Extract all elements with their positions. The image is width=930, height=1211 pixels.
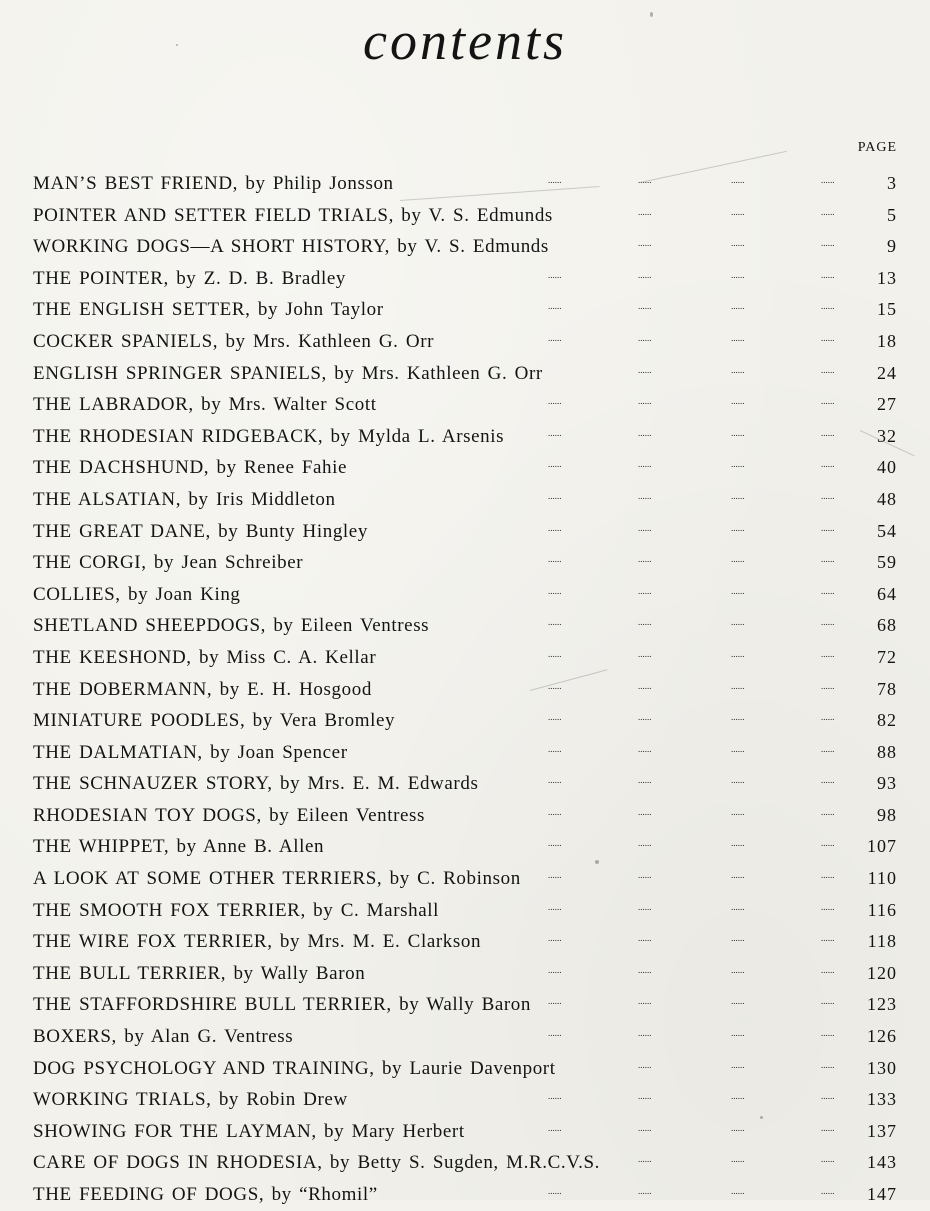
dot-leader: ......: [821, 396, 835, 407]
dot-leader: ......: [638, 806, 652, 817]
dot-leader: ......: [731, 585, 745, 596]
dot-leader: ......: [821, 238, 835, 249]
dot-leader: ......: [731, 806, 745, 817]
dot-leader: ......: [548, 1122, 562, 1133]
toc-entry: [33, 610, 897, 642]
toc-entry-page: 27: [877, 394, 897, 415]
toc-entry-page: 64: [877, 583, 897, 604]
toc-entry: [33, 326, 897, 358]
dot-leader: ......: [548, 554, 562, 565]
dot-leader: ......: [821, 1091, 835, 1102]
dot-leader: ......: [731, 680, 745, 691]
toc-entry-page: 147: [867, 1184, 897, 1204]
toc-entry-page: 15: [877, 299, 897, 320]
toc-entry-page: 24: [877, 362, 897, 383]
dot-leader: ......: [548, 175, 562, 185]
dot-leader: ......: [821, 933, 835, 944]
dot-leader: ......: [548, 870, 562, 881]
toc-entry-page: 116: [867, 899, 897, 920]
dot-leader: ......: [821, 964, 835, 975]
toc-entry: [33, 831, 897, 863]
dot-leader: ......: [548, 743, 562, 754]
dot-leader: ......: [638, 301, 652, 312]
toc-entry-title: MINIATURE POODLES, by Vera Bromley: [33, 710, 396, 732]
dot-leader: ......: [638, 838, 652, 849]
dot-leader: ......: [821, 806, 835, 817]
dot-leader: ......: [548, 396, 562, 407]
toc-entry: [33, 358, 897, 390]
dot-leader: ......: [548, 617, 562, 628]
toc-entry-title: THE STAFFORDSHIRE BULL TERRIER, by Wally Baron: [33, 994, 532, 1016]
dot-leader: ......: [638, 427, 652, 438]
dot-leader: ......: [638, 964, 652, 975]
dot-leader: ......: [821, 459, 835, 470]
dot-leader: ......: [731, 238, 745, 249]
dot-leader: ......: [821, 617, 835, 628]
toc-entry-page: 143: [867, 1152, 897, 1173]
toc-entry-title: THE DOBERMANN, by E. H. Hosgood: [33, 678, 372, 700]
dot-leader: ......: [638, 364, 652, 375]
toc-entry-page: 118: [867, 931, 897, 952]
dot-leader: ......: [548, 838, 562, 849]
toc-entry: [33, 895, 897, 927]
toc-entry: [33, 421, 897, 453]
dot-leader: ......: [731, 1091, 745, 1102]
toc-entry: [33, 484, 897, 516]
dot-leader: ......: [548, 427, 562, 438]
dot-leader: ......: [638, 238, 652, 249]
toc-entry-title: MAN’S BEST FRIEND, by Philip Jonsson: [33, 173, 394, 194]
dot-leader: ......: [731, 175, 745, 185]
dot-leader: ......: [638, 712, 652, 723]
toc-entry-page: 72: [877, 646, 897, 667]
toc-entry-title: WORKING DOGS—A SHORT HISTORY, by V. S. Edmunds: [33, 236, 549, 258]
dot-leader: ......: [638, 522, 652, 533]
toc-entry-page: 120: [867, 962, 897, 983]
toc-entry: [33, 200, 897, 232]
dot-leader: ......: [731, 775, 745, 786]
toc-entry: [33, 674, 897, 706]
dot-leader: ......: [731, 743, 745, 754]
dot-leader: ......: [638, 459, 652, 470]
toc-entry-title: THE GREAT DANE, by Bunty Hingley: [33, 520, 368, 542]
dot-leader: ......: [548, 964, 562, 975]
toc-entry: [33, 1116, 897, 1148]
dot-leader: ......: [548, 806, 562, 817]
toc-entry-page: 107: [867, 836, 897, 857]
dot-leader: ......: [731, 269, 745, 280]
dot-leader: ......: [731, 1186, 745, 1196]
dot-leader: ......: [638, 933, 652, 944]
toc-entry-title: THE SMOOTH FOX TERRIER, by C. Marshall: [33, 899, 440, 921]
dot-leader: ......: [638, 775, 652, 786]
dot-leader: ......: [731, 838, 745, 849]
dot-leader: ......: [731, 1154, 745, 1165]
dot-leader: ......: [821, 490, 835, 501]
dot-leader: ......: [638, 1122, 652, 1133]
dot-leader: ......: [821, 1122, 835, 1133]
dot-leader: ......: [638, 175, 652, 185]
toc-entry: [33, 1084, 897, 1116]
toc-entry-page: 88: [877, 741, 897, 762]
toc-entry-title: THE DACHSHUND, by Renee Fahie: [33, 457, 348, 479]
toc-entry-page: 3: [887, 173, 897, 193]
toc-entry: [33, 800, 897, 832]
dot-leader: ......: [821, 206, 835, 217]
dot-leader: ......: [638, 1091, 652, 1102]
dot-leader: ......: [731, 1122, 745, 1133]
toc-entry-page: 54: [877, 520, 897, 541]
dot-leader: ......: [548, 490, 562, 501]
toc-entry: [33, 1053, 897, 1085]
toc-entry: [33, 737, 897, 769]
toc-entry-title: BOXERS, by Alan G. Ventress: [33, 1026, 294, 1048]
toc-entry-title: POINTER AND SETTER FIELD TRIALS, by V. S. Edmunds: [33, 204, 553, 226]
toc-entry-page: 18: [877, 330, 897, 351]
dot-leader: ......: [638, 1186, 652, 1196]
toc-entry: [33, 452, 897, 484]
dot-leader: ......: [821, 996, 835, 1007]
toc-entry-title: WORKING TRIALS, by Robin Drew: [33, 1089, 348, 1111]
dot-leader: ......: [731, 396, 745, 407]
toc-entry-title: THE CORGI, by Jean Schreiber: [33, 552, 304, 574]
dot-leader: ......: [638, 1028, 652, 1039]
toc-entry-title: SHOWING FOR THE LAYMAN, by Mary Herbert: [33, 1120, 465, 1142]
toc-entry: [33, 579, 897, 611]
toc-entry-title: A LOOK AT SOME OTHER TERRIERS, by C. Robinson: [33, 868, 521, 890]
dot-leader: ......: [731, 332, 745, 343]
paper-speck: [176, 44, 178, 46]
toc-entry-title: THE WHIPPET, by Anne B. Allen: [33, 836, 325, 858]
toc-entry-page: 123: [867, 994, 897, 1015]
dot-leader: ......: [731, 617, 745, 628]
dot-leader: ......: [548, 996, 562, 1007]
toc-entry: [33, 863, 897, 895]
dot-leader: ......: [731, 996, 745, 1007]
dot-leader: ......: [821, 870, 835, 881]
toc-entry-page: 78: [877, 678, 897, 699]
toc-entry: [33, 989, 897, 1021]
dot-leader: ......: [638, 648, 652, 659]
toc-entry-title: THE DALMATIAN, by Joan Spencer: [33, 741, 348, 763]
page-title: contents: [363, 11, 567, 71]
dot-leader: ......: [821, 648, 835, 659]
toc-entry-title: THE RHODESIAN RIDGEBACK, by Mylda L. Arsenis: [33, 425, 505, 447]
dot-leader: ......: [638, 1059, 652, 1070]
dot-leader: ......: [821, 775, 835, 786]
toc-entry-page: 93: [877, 773, 897, 794]
toc-entry-page: 98: [877, 804, 897, 825]
toc-entry: [33, 926, 897, 958]
dot-leader: ......: [638, 332, 652, 343]
toc-entry: [33, 516, 897, 548]
dot-leader: ......: [821, 838, 835, 849]
toc-entry-title: COLLIES, by Joan King: [33, 583, 241, 605]
toc-entry: [33, 768, 897, 800]
toc-entry: [33, 958, 897, 990]
toc-entry-title: DOG PSYCHOLOGY AND TRAINING, by Laurie Davenport: [33, 1057, 556, 1079]
page-column-header: PAGE: [857, 140, 897, 155]
toc-entry-title: THE ALSATIAN, by Iris Middleton: [33, 488, 336, 510]
dot-leader: ......: [731, 964, 745, 975]
dot-leader: ......: [638, 901, 652, 912]
toc-entry-page: 82: [877, 710, 897, 731]
dot-leader: ......: [821, 680, 835, 691]
dot-leader: ......: [731, 522, 745, 533]
dot-leader: ......: [731, 364, 745, 375]
toc-entry-title: THE POINTER, by Z. D. B. Bradley: [33, 267, 346, 289]
toc-entry-title: THE WIRE FOX TERRIER, by Mrs. M. E. Clarkson: [33, 931, 482, 953]
toc-entry-page: 40: [877, 457, 897, 478]
dot-leader: ......: [821, 364, 835, 375]
dot-leader: ......: [548, 269, 562, 280]
toc-entry-page: 137: [867, 1120, 897, 1141]
toc-entry: [33, 263, 897, 295]
dot-leader: ......: [548, 301, 562, 312]
dot-leader: ......: [821, 1186, 835, 1196]
dot-leader: ......: [548, 933, 562, 944]
dot-leader: ......: [821, 269, 835, 280]
toc-entry-page: 48: [877, 488, 897, 509]
toc-entry-title: THE KEESHOND, by Miss C. A. Kellar: [33, 646, 377, 668]
dot-leader: ......: [731, 933, 745, 944]
toc-entry-page: 59: [877, 552, 897, 573]
dot-leader: ......: [548, 522, 562, 533]
toc-entry-title: RHODESIAN TOY DOGS, by Eileen Ventress: [33, 804, 426, 826]
paper-speck: [760, 1116, 763, 1119]
dot-leader: ......: [731, 554, 745, 565]
dot-leader: ......: [638, 490, 652, 501]
dot-leader: ......: [548, 1091, 562, 1102]
dot-leader: ......: [731, 712, 745, 723]
dot-leader: ......: [821, 743, 835, 754]
dot-leader: ......: [548, 648, 562, 659]
dot-leader: ......: [731, 490, 745, 501]
paper-speck: [595, 860, 599, 864]
dot-leader: ......: [638, 1154, 652, 1165]
toc-entry: [33, 1179, 897, 1211]
dot-leader: ......: [821, 1028, 835, 1039]
toc-entry-title: COCKER SPANIELS, by Mrs. Kathleen G. Orr: [33, 330, 435, 352]
dot-leader: ......: [548, 680, 562, 691]
toc-entry-page: 133: [867, 1089, 897, 1110]
toc-entry-page: 68: [877, 615, 897, 636]
toc-entry: [33, 389, 897, 421]
paper-speck: [650, 12, 653, 17]
dot-leader: ......: [548, 775, 562, 786]
dot-leader: ......: [548, 585, 562, 596]
toc-entry: [33, 231, 897, 263]
dot-leader: ......: [548, 901, 562, 912]
toc-entry-page: 13: [877, 267, 897, 288]
dot-leader: ......: [638, 996, 652, 1007]
toc-entry-title: THE SCHNAUZER STORY, by Mrs. E. M. Edwards: [33, 773, 479, 795]
toc-entry-page: 5: [887, 204, 897, 225]
dot-leader: ......: [821, 301, 835, 312]
dot-leader: ......: [548, 459, 562, 470]
dot-leader: ......: [821, 332, 835, 343]
dot-leader: ......: [731, 1059, 745, 1070]
dot-leader: ......: [638, 396, 652, 407]
dot-leader: ......: [548, 712, 562, 723]
toc-entry-page: 32: [877, 425, 897, 446]
toc-entry-page: 126: [867, 1026, 897, 1047]
toc-entry: [33, 1021, 897, 1053]
toc-entry: [33, 1147, 897, 1179]
dot-leader: ......: [821, 712, 835, 723]
toc-entry-title: SHETLAND SHEEPDOGS, by Eileen Ventress: [33, 615, 430, 637]
dot-leader: ......: [731, 459, 745, 470]
dot-leader: ......: [821, 1059, 835, 1070]
dot-leader: ......: [821, 427, 835, 438]
toc-entry-title: THE FEEDING OF DOGS, by “Rhomil”: [33, 1184, 378, 1205]
dot-leader: ......: [731, 648, 745, 659]
toc-entry-title: ENGLISH SPRINGER SPANIELS, by Mrs. Kathleen G. Orr: [33, 362, 543, 384]
dot-leader: ......: [731, 427, 745, 438]
toc-entry-title: THE LABRADOR, by Mrs. Walter Scott: [33, 394, 377, 416]
dot-leader: ......: [731, 206, 745, 217]
dot-leader: ......: [548, 1186, 562, 1196]
toc-entry: [33, 642, 897, 674]
dot-leader: ......: [821, 175, 835, 185]
dot-leader: ......: [638, 554, 652, 565]
dot-leader: ......: [548, 332, 562, 343]
dot-leader: ......: [731, 1028, 745, 1039]
dot-leader: ......: [821, 901, 835, 912]
dot-leader: ......: [821, 585, 835, 596]
dot-leader: ......: [548, 1028, 562, 1039]
dot-leader: ......: [731, 870, 745, 881]
dot-leader: ......: [731, 301, 745, 312]
toc-entry-title: THE BULL TERRIER, by Wally Baron: [33, 962, 366, 984]
dot-leader: ......: [638, 206, 652, 217]
dot-leader: ......: [821, 554, 835, 565]
toc-entry-title: THE ENGLISH SETTER, by John Taylor: [33, 299, 384, 321]
toc-entry-page: 130: [867, 1057, 897, 1078]
dot-leader: ......: [731, 901, 745, 912]
dot-leader: ......: [638, 680, 652, 691]
toc-entry: [33, 294, 897, 326]
toc-entry: [33, 547, 897, 579]
table-of-contents: [33, 168, 897, 1211]
dot-leader: ......: [638, 585, 652, 596]
dot-leader: ......: [821, 1154, 835, 1165]
dot-leader: ......: [638, 743, 652, 754]
toc-entry-page: 110: [867, 868, 897, 889]
toc-entry-page: 9: [887, 236, 897, 257]
toc-entry-title: CARE OF DOGS IN RHODESIA, by Betty S. Sugden, M.R.C.V.S.: [33, 1152, 600, 1174]
dot-leader: ......: [638, 617, 652, 628]
dot-leader: ......: [638, 269, 652, 280]
dot-leader: ......: [638, 870, 652, 881]
toc-entry: [33, 705, 897, 737]
dot-leader: ......: [821, 522, 835, 533]
